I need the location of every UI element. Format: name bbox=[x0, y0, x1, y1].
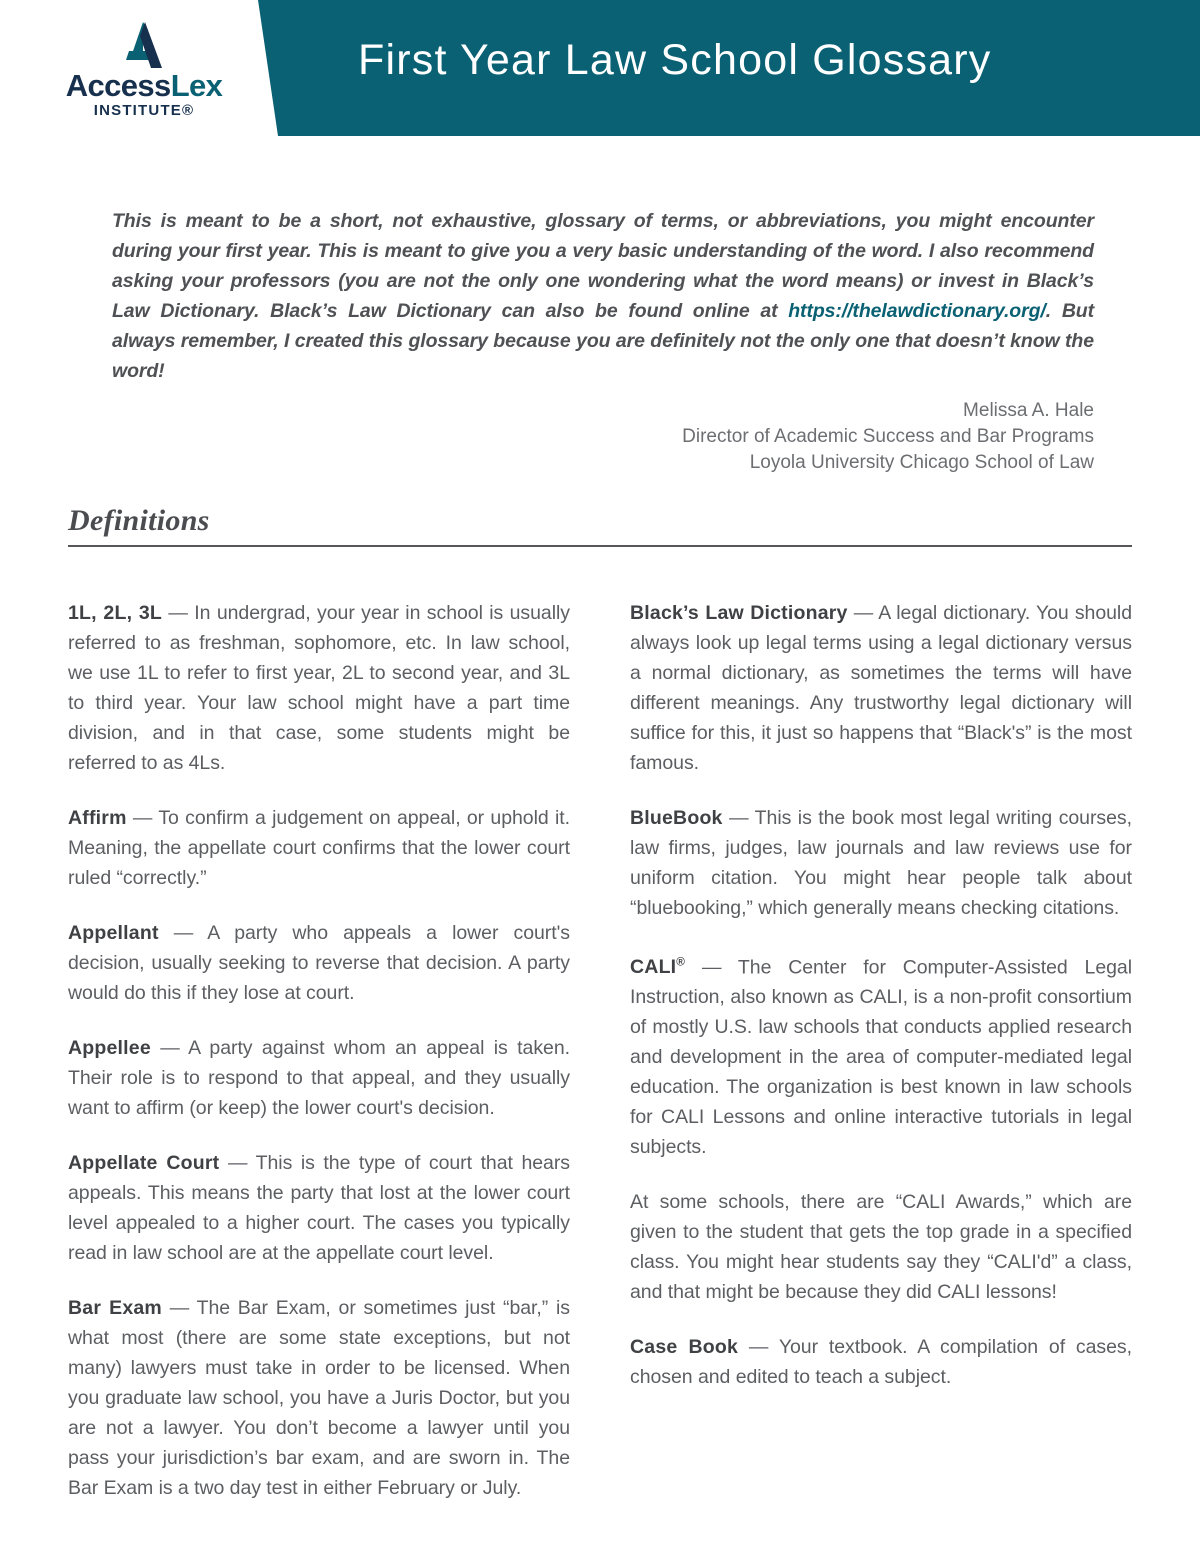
definition-term: Appellate Court bbox=[68, 1151, 220, 1174]
intro-text-after-link: . But always remember, I created this glossary because you are definitely not the only one that doesn’t know the word! bbox=[112, 300, 1094, 382]
logo-name-access: Access bbox=[65, 68, 171, 103]
definition-dash: — bbox=[847, 601, 879, 624]
page-header bbox=[0, 0, 1200, 136]
definition-dash: — bbox=[158, 921, 208, 944]
definition-entry bbox=[68, 1293, 570, 1503]
definition-text: This is the book most legal writing courses, law firms, judges, law journals and law reviews use for uniform citation. You might hear people talk about “bluebooking,” which generally means checking citations. bbox=[630, 806, 1132, 919]
definition-term bbox=[630, 956, 685, 978]
definition-entry bbox=[630, 1187, 1132, 1307]
definition-dash: — bbox=[722, 806, 755, 829]
definition-text: At some schools, there are “CALI Awards,” which are given to the student that gets the top grade in a specified class. You might hear students say they “CALI'd” a class, and that might be because they did CALI lessons! bbox=[630, 1191, 1132, 1303]
definition-term: Case Book bbox=[630, 1336, 739, 1358]
definition-text: A party against whom an appeal is taken. Their role is to respond to that appeal, and they usually want to affirm (or keep) the lower court's decision. bbox=[68, 1036, 570, 1119]
definition-dash: — bbox=[126, 806, 159, 829]
definition-dash: — bbox=[161, 1296, 197, 1319]
definition-text: This is the type of court that hears appeals. This means the party that lost at the lower court level appealed to a higher court. The cases you typically read in law school are at the appellate court level. bbox=[68, 1151, 570, 1264]
definitions-column-left bbox=[68, 578, 570, 1503]
definition-term: 1L, 2L, 3L bbox=[68, 601, 163, 624]
definition-text: A legal dictionary. You should always look up legal terms using a legal dictionary versus a normal dictionary, as sometimes the terms will have different meanings. Any trustworthy legal dictionary will suffice for this, it just so happens that “Black's” is the most famous. bbox=[630, 601, 1132, 774]
definition-text: The Bar Exam, or sometimes just “bar,” is what most (there are some state exceptions, but not many) lawyers must take in order to be licensed. When you graduate law school, you have a Juris Doctor, but you are not a lawyer. You don’t become a lawyer until you pass your jurisdiction’s bar exam, and are sworn in. The Bar Exam is a two day test in either February or July. bbox=[68, 1296, 570, 1499]
definition-text: In undergrad, your year in school is usually referred to as freshman, sophomore, etc. In law school, we use 1L to refer to first year, 2L to second year, and 3L to third year. Your law school might have a part time division, and in that case, some students might be referred to as 4Ls. bbox=[68, 601, 570, 774]
definition-entry bbox=[68, 1033, 570, 1123]
section-divider bbox=[68, 545, 1132, 547]
definition-term: Black’s Law Dictionary bbox=[630, 601, 848, 624]
definition-text: A party who appeals a lower court's decision, usually seeking to reverse that decision. A party would do this if they lose at court. bbox=[68, 921, 570, 1004]
definition-dash: — bbox=[685, 956, 738, 978]
definition-term: Bar Exam bbox=[68, 1296, 162, 1319]
section-heading-label: Definitions bbox=[68, 504, 210, 537]
page-title: First Year Law School Glossary bbox=[358, 36, 992, 84]
logo-name-lex: Lex bbox=[170, 68, 223, 103]
definition-entry bbox=[630, 803, 1132, 923]
definition-entry bbox=[68, 1148, 570, 1268]
definition-dash: — bbox=[150, 1036, 189, 1059]
definition-entry bbox=[68, 803, 570, 893]
intro-text-before-link: This is meant to be a short, not exhaustive, glossary of terms, or abbreviations, you might encounter during your first year. This is meant to give you a very basic understanding of the word. I also recommend asking your professors (you are not the only one wondering what the word means) or invest in Black’s Law Dictionary. Black’s Law Dictionary can also be found online at bbox=[112, 210, 1094, 322]
definition-text: The Center for Computer-Assisted Legal Instruction, also known as CALI, is a non-profit consortium of mostly U.S. law schools that conducts applied research and development in the area of computer-mediated legal education. The organization is best known in law schools for CALI Lessons and online interactive tutorials in legal subjects. bbox=[630, 956, 1132, 1158]
author-role: Director of Academic Success and Bar Programs bbox=[682, 426, 1094, 447]
definition-term: Affirm bbox=[68, 806, 127, 829]
accesslex-logo bbox=[44, 22, 244, 122]
intro-paragraph bbox=[112, 206, 1094, 386]
definition-entry bbox=[630, 598, 1132, 778]
definition-text: To confirm a judgement on appeal, or uphold it. Meaning, the appellate court confirms that the lower court ruled “correctly.” bbox=[68, 806, 570, 889]
definitions-columns bbox=[68, 578, 1132, 1503]
triangle-chevron-mark bbox=[112, 22, 176, 68]
definition-entry bbox=[68, 918, 570, 1008]
author-signature bbox=[512, 398, 1094, 476]
law-dictionary-link[interactable]: https://thelawdictionary.org/ bbox=[788, 300, 1046, 322]
author-institution: Loyola University Chicago School of Law bbox=[749, 452, 1094, 473]
definition-entry bbox=[630, 1332, 1132, 1392]
registered-trademark-icon: ® bbox=[676, 955, 686, 969]
definition-entry bbox=[630, 948, 1132, 1163]
definition-dash: — bbox=[162, 601, 195, 624]
definition-entry bbox=[68, 598, 570, 778]
definitions-section-header bbox=[68, 504, 1132, 547]
definition-term-label: CALI bbox=[630, 956, 677, 978]
definition-dash: — bbox=[738, 1336, 779, 1358]
logo-wordmark bbox=[44, 70, 244, 101]
definitions-column-right bbox=[630, 578, 1132, 1503]
author-name: Melissa A. Hale bbox=[963, 400, 1094, 421]
logo-subtitle: INSTITUTE® bbox=[93, 102, 195, 119]
definition-term: BlueBook bbox=[630, 806, 723, 829]
definition-term: Appellee bbox=[68, 1036, 151, 1059]
definition-term: Appellant bbox=[68, 921, 159, 944]
definition-dash: — bbox=[219, 1151, 256, 1174]
definition-text: Your textbook. A compilation of cases, chosen and edited to teach a subject. bbox=[630, 1336, 1132, 1388]
